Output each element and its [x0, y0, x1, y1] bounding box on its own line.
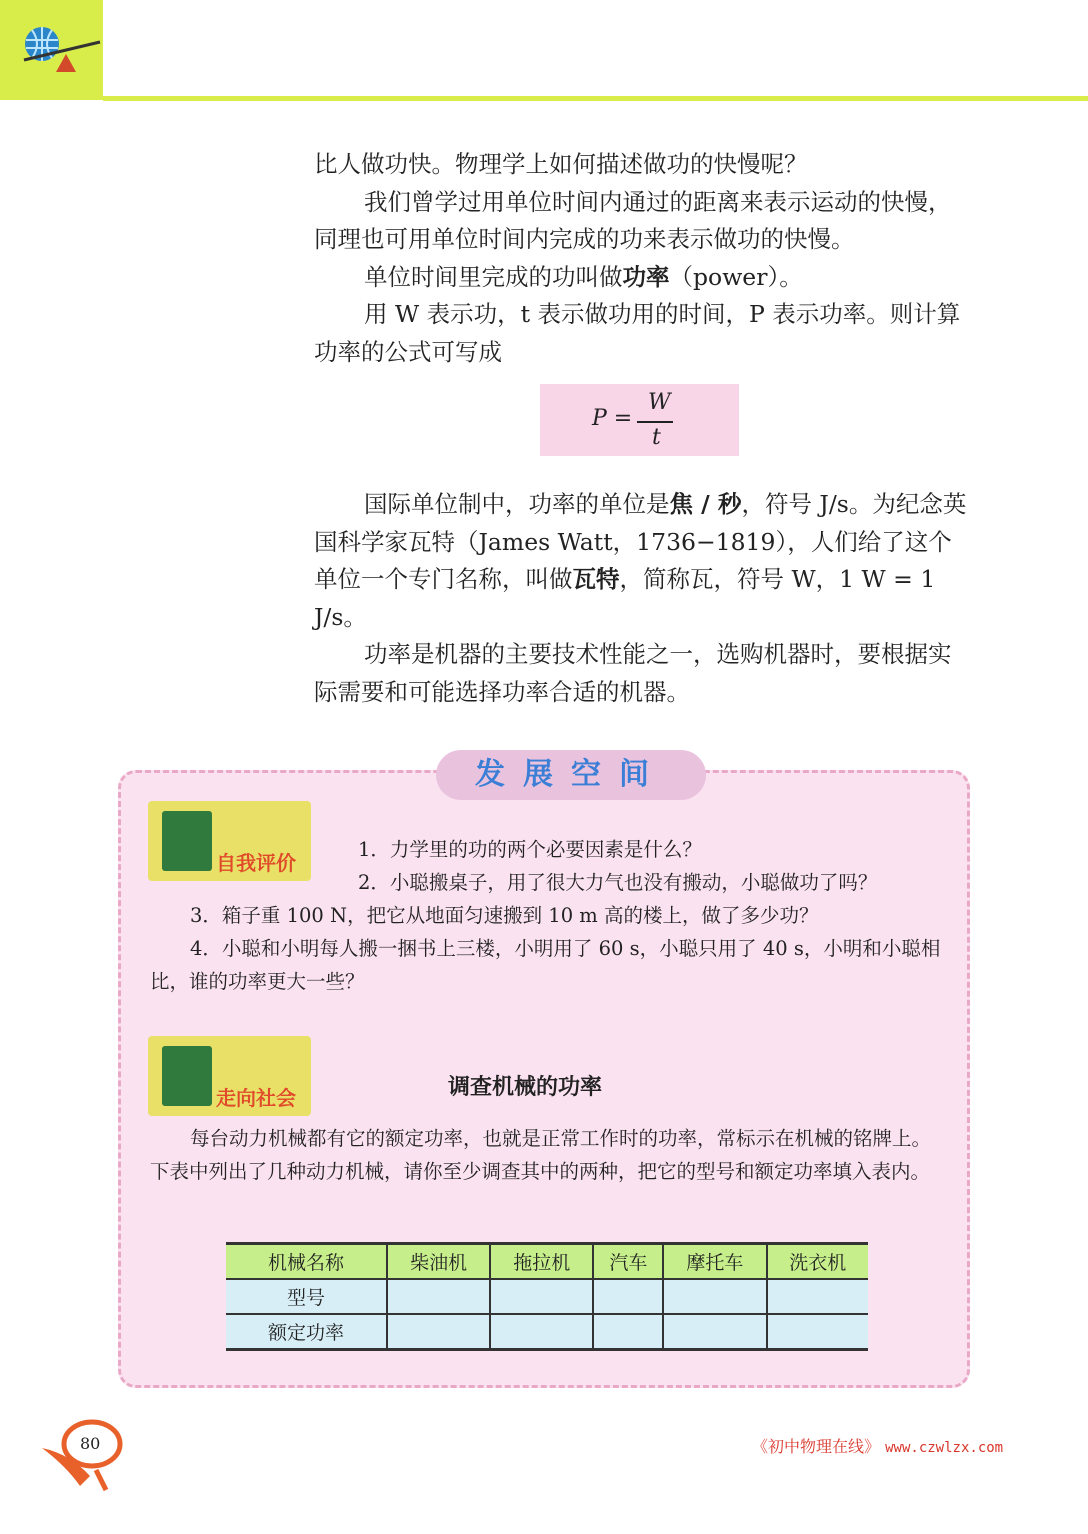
text-span: ，简称瓦，符号 W，1 W = 1 J/s。	[314, 565, 936, 631]
row-label: 额定功率	[226, 1314, 387, 1350]
text-span: ，符号 J/s。为纪念英国科学家瓦特（James Watt，1736−1819），人们给了这个单位一个专门名称，叫做	[314, 490, 967, 593]
text-span: （power）。	[669, 262, 803, 291]
badge-label: 走向社会	[216, 1086, 296, 1110]
section-text-block	[150, 1122, 950, 1188]
paragraph-3	[314, 259, 974, 297]
site-name: 《初中物理在线》	[752, 1437, 881, 1456]
formula-lhs: P =	[592, 406, 633, 431]
header-cell: 汽车	[593, 1244, 663, 1280]
paragraph-2: 我们曾学过用单位时间内通过的距离来表示运动的快慢，同理也可用单位时间内完成的功来表示做功的快慢。	[314, 187, 952, 253]
formula-numerator: W	[648, 390, 671, 415]
table-cell[interactable]	[387, 1314, 490, 1350]
site-url[interactable]: www.czwlzx.com	[885, 1440, 1004, 1456]
question-4: 4．小聪和小明每人搬一捆书上三楼，小明用了 60 s，小聪只用了 40 s，小明和小聪相比，谁的功率更大一些？	[150, 937, 941, 993]
paragraph-6: 功率是机器的主要技术性能之一，选购机器时，要根据实际需要和可能选择功率合适的机器。	[314, 640, 952, 706]
text-span: 国际单位制中，功率的单位是	[364, 490, 670, 518]
site-credit	[752, 1434, 1003, 1457]
header-cell: 机械名称	[226, 1244, 387, 1280]
text-span: 单位时间里完成的功叫做	[364, 262, 623, 291]
badge-label: 自我评价	[216, 851, 296, 875]
paragraph-1: 比人做功快。物理学上如何描述做功的快慢呢？	[314, 150, 808, 178]
table-cell[interactable]	[663, 1314, 766, 1350]
hand-icon	[162, 811, 212, 871]
hand-icon	[162, 1046, 212, 1106]
table-header-row	[226, 1244, 868, 1280]
term-power: 功率	[622, 262, 670, 291]
table-cell[interactable]	[767, 1314, 868, 1350]
machine-power-table	[226, 1242, 868, 1351]
table-cell[interactable]	[387, 1279, 490, 1314]
table-cell[interactable]	[490, 1314, 593, 1350]
section-text: 每台动力机械都有它的额定功率，也就是正常工作时的功率，常标示在机械的铭牌上。下表中列出了几种动力机械，请你至少调查其中的两种，把它的型号和额定功率填入表内。	[150, 1127, 932, 1183]
orbit-logo-icon	[40, 1414, 130, 1494]
formula-denominator: t	[652, 425, 661, 450]
row-label: 型号	[226, 1279, 387, 1314]
term-watt: 瓦特	[572, 565, 620, 593]
table-cell[interactable]	[593, 1279, 663, 1314]
question-block-bottom	[150, 899, 952, 998]
question-block-top	[358, 833, 958, 899]
fraction-bar	[637, 421, 673, 423]
panel-title: 发展空间	[475, 757, 667, 792]
body-text	[314, 146, 974, 371]
question-2: 2．小聪搬桌子，用了很大力气也没有搬动，小聪做功了吗？	[358, 871, 878, 894]
paragraph-5	[314, 486, 974, 636]
table-cell[interactable]	[593, 1314, 663, 1350]
header-cell: 洗衣机	[767, 1244, 868, 1280]
question-3: 3．箱子重 100 N，把它从地面匀速搬到 10 m 高的楼上，做了多少功？	[190, 904, 819, 927]
header-cell: 摩托车	[663, 1244, 766, 1280]
table-row	[226, 1314, 868, 1350]
header-cell: 柴油机	[387, 1244, 490, 1280]
page-number: 80	[80, 1434, 101, 1453]
header-rule	[103, 96, 1088, 101]
table-cell[interactable]	[767, 1279, 868, 1314]
globe-seesaw-icon	[20, 20, 102, 78]
paragraph-4: 用 W 表示功，t 表示做功用的时间，P 表示功率。则计算功率的公式可写成	[314, 300, 961, 366]
society-badge	[148, 1036, 311, 1116]
formula-box	[540, 384, 739, 456]
unit-term: 焦 / 秒	[669, 490, 742, 518]
body-text-2	[314, 486, 974, 711]
table-cell[interactable]	[663, 1279, 766, 1314]
question-1: 1．力学里的功的两个必要因素是什么？	[358, 838, 702, 861]
self-evaluation-badge	[148, 801, 311, 881]
header-cell: 拖拉机	[490, 1244, 593, 1280]
section-title: 调查机械的功率	[448, 1075, 603, 1100]
table-cell[interactable]	[490, 1279, 593, 1314]
table-row	[226, 1279, 868, 1314]
